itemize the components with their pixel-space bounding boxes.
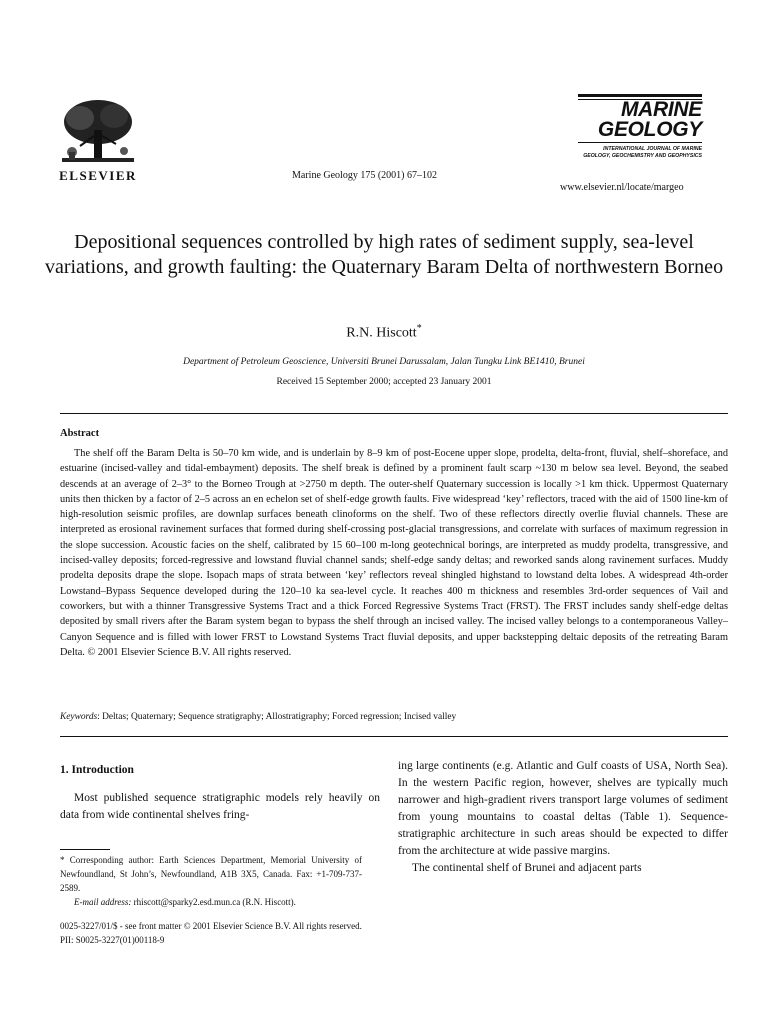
logo-bar bbox=[578, 94, 702, 97]
keywords-label: Keywords bbox=[60, 712, 98, 722]
author-name: R.N. Hiscott bbox=[346, 325, 417, 341]
logo-bar bbox=[578, 142, 702, 143]
divider bbox=[60, 736, 728, 737]
abstract-heading: Abstract bbox=[60, 428, 100, 439]
footnote-text: * Corresponding author: Earth Sciences Department, Memorial University of Newfoundland, St John’s, Newfoundland, A1B 3X5, Canada. Fax: +1-709-737-2589. bbox=[60, 855, 362, 893]
journal-logo-line1: MARINE bbox=[620, 98, 702, 121]
front-matter bbox=[60, 919, 362, 947]
journal-citation: Marine Geology 175 (2001) 67–102 bbox=[292, 170, 437, 181]
intro-paragraph-2: The continental shelf of Brunei and adjacent parts bbox=[412, 862, 642, 874]
section-heading: 1. Introduction bbox=[60, 764, 134, 776]
divider bbox=[60, 413, 728, 414]
author-footnote-mark[interactable]: * bbox=[416, 323, 422, 334]
journal-logo bbox=[578, 94, 702, 160]
elsevier-tree-icon bbox=[50, 96, 146, 168]
received-dates: Received 15 September 2000; accepted 23 January 2001 bbox=[276, 377, 492, 387]
author bbox=[0, 323, 768, 342]
column-left bbox=[60, 758, 380, 824]
article-title: Depositional sequences controlled by high rates of sediment supply, sea-level variations, and growth faulting: the Quaternary Baram Delta of northwestern Borneo bbox=[44, 231, 724, 278]
publisher-name: ELSEVIER bbox=[59, 168, 137, 183]
footnote-divider bbox=[60, 849, 110, 850]
journal-logo-subtitle-2: GEOLOGY, GEOCHEMISTRY AND GEOPHYSICS bbox=[583, 153, 702, 159]
journal-logo-subtitle-1: INTERNATIONAL JOURNAL OF MARINE bbox=[603, 146, 702, 152]
intro-paragraph-continued: ing large continents (e.g. Atlantic and Gulf coasts of USA, North Sea). In the western Pacific region, however, shelves are typically much narrower and high-gradient rivers transport large volumes of sediment from young mountains to coastal deltas (Table 1). Sequence-stratigraphic architecture in such areas should be expected to differ from the architecture at wide passive margins. bbox=[398, 760, 728, 857]
keywords bbox=[60, 712, 728, 722]
pii: PII: S0025-3227(01)00118-9 bbox=[60, 935, 165, 945]
intro-paragraph: Most published sequence stratigraphic models rely heavily on data from wide continental shelves fring- bbox=[60, 792, 380, 821]
front-matter-line1: 0025-3227/01/$ - see front matter © 2001 Elsevier Science B.V. All rights reserved. bbox=[60, 921, 362, 931]
email-label: E-mail address: bbox=[74, 897, 132, 907]
affiliation: Department of Petroleum Geoscience, Universiti Brunei Darussalam, Jalan Tungku Link BE1410, Brunei bbox=[183, 357, 585, 367]
column-right bbox=[398, 758, 728, 877]
email-address[interactable]: rhiscott@sparky2.esd.mun.ca (R.N. Hiscott). bbox=[131, 897, 296, 907]
abstract-body: The shelf off the Baram Delta is 50–70 km wide, and is underlain by 8–9 km of post-Eocene upper slope, prodelta, delta-front, fluvial, shelf–shoreface, and estuarine (incised-valley and tidal-embayment) deposits. The shelf break is defined by a prominent fault scarp ~130 m below sea level. Beyond, the seabed descends at an average of 2–3° to the Borneo Trough at >2750 m depth. The outer-shelf Quaternary succession is locally >1 km thick. Uppermost Quaternary units then thicken by a factor of 2–5 across an en echelon set of shelf-edge growth faults. Five widespread ‘key’ reflectors, traced with the aid of 1500 line-km of high-resolution seismic profiles, are downlap surfaces beneath clinoforms on the shelf. Two of these reflectors directly overlie fluvial channels. These are interpreted as erosional ravinement surfaces that formed during shelf-crossing post-glacial transgressions, and correlate with surfaces of maximum regression in the slope succession. Acoustic facies on the shelf, calibrated by 15 60–100 m-long geotechnical borings, are interpreted as muddy prodelta, transgressive, and incised-valley deposits; forced-regressive and lowstand fluvial channel sands; shelf-edge sandy deltas; and reworked sands along ravinement surfaces. Muddy prodelta deposits drape the slope. Isopach maps of strata between ‘key’ reflectors reveal shingled highstand to lowstand delta lobes. A widespread 4th-order Lowstand–Bypass Sequence developed during the 120–10 ka sea-level cycle. It reaches 400 m thickness and resembles 3rd-order sequences of Vail and coworkers, but with a thinner Transgressive Systems Tract and a thick Forced Regressive Systems Tract (FRST). The FRST includes sandy shelf-edge deltas deposited by small rivers after the Baram system began to bypass the shelf through an incised valley. The incised valley belongs to a contemporaneous Valley–Canyon Sequence and is filled with lower FRST to Lowstand Systems Tract fluvial deposits, and upper backstepping deltaic deposits of the retreating Baram Delta. © 2001 Elsevier Science B.V. All rights reserved. bbox=[60, 448, 728, 658]
footnote bbox=[60, 853, 362, 909]
journal-url[interactable]: www.elsevier.nl/locate/margeo bbox=[560, 182, 684, 193]
publisher-logo bbox=[50, 96, 146, 186]
journal-logo-line2: GEOLOGY bbox=[597, 118, 702, 141]
keywords-list: : Deltas; Quaternary; Sequence stratigraphy; Allostratigraphy; Forced regression; Incised valley bbox=[97, 712, 457, 722]
